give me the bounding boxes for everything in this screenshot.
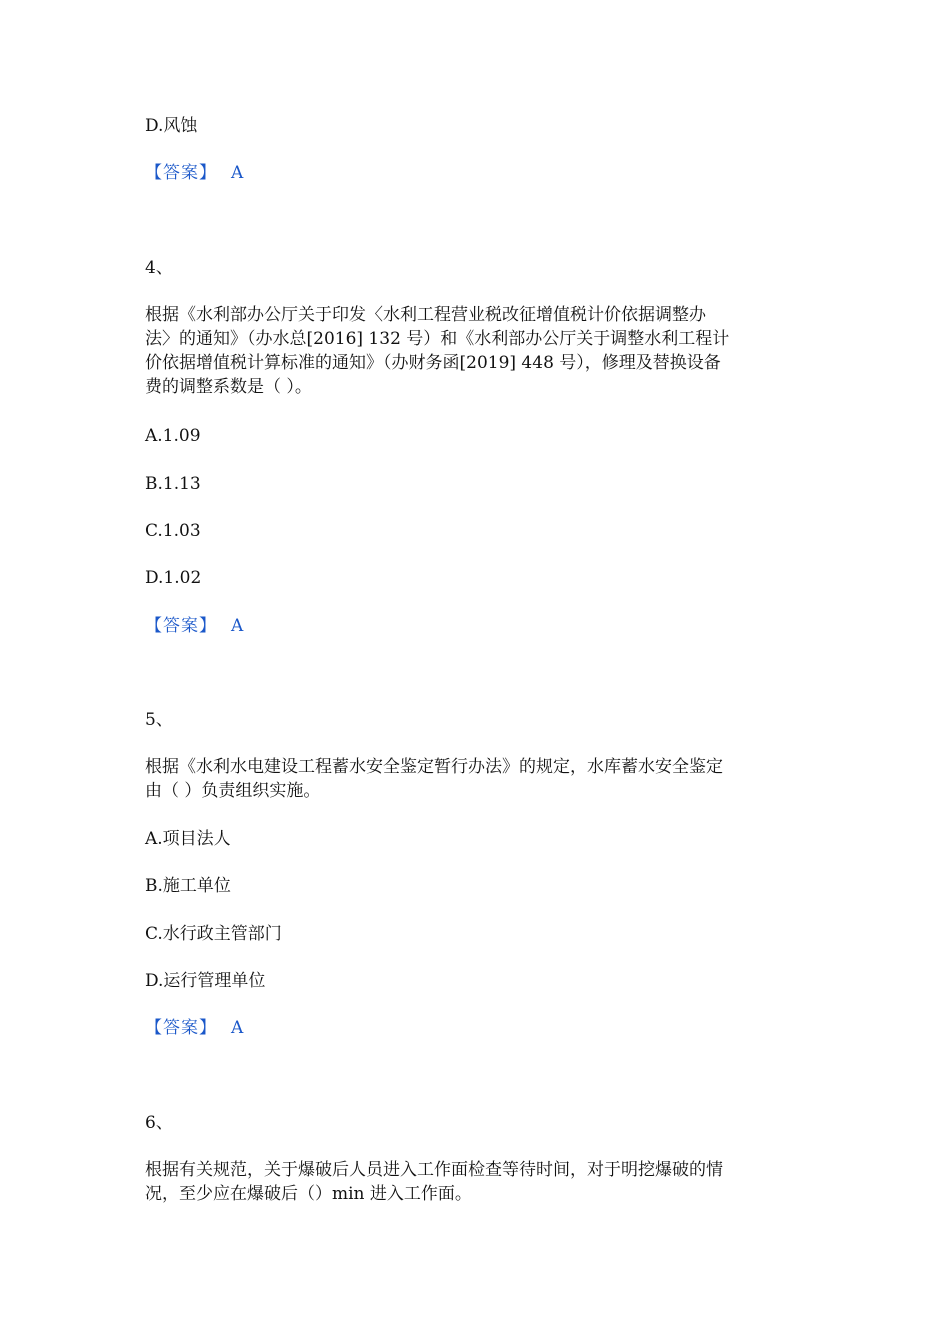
q4-stem — [145, 303, 810, 399]
q3-option-d: D.风蚀 — [145, 116, 198, 136]
q4-option-c: C.1.03 — [145, 521, 201, 541]
q4-stem-line: 价依据增值税计算标准的通知》（办财务函[2019] 448 号），修理及替换设备 — [145, 353, 721, 373]
q5-number: 5、 — [145, 710, 173, 730]
q5-stem — [145, 755, 810, 803]
q6-stem — [145, 1158, 810, 1206]
answer-value: A — [231, 616, 244, 636]
q4-option-a: A.1.09 — [145, 426, 201, 446]
q4-option-d: D.1.02 — [145, 568, 202, 588]
answer-value: A — [231, 163, 244, 183]
q4-stem-line: 根据《水利部办公厅关于印发〈水利工程营业税改征增值税计价依据调整办 — [145, 305, 706, 325]
q4-number: 4、 — [145, 258, 173, 278]
answer-label: 【答案】 — [145, 616, 217, 636]
q5-stem-line: 由（ ）负责组织实施。 — [145, 781, 321, 801]
q4-stem-line: 法〉的通知》（办水总[2016] 132 号）和《水利部办公厅关于调整水利工程计 — [145, 329, 730, 349]
answer-label: 【答案】 — [145, 1018, 217, 1038]
q5-option-d: D.运行管理单位 — [145, 971, 266, 991]
q5-answer — [145, 1016, 243, 1040]
q4-option-b: B.1.13 — [145, 474, 201, 494]
q4-stem-line: 费的调整系数是（ ）。 — [145, 377, 312, 397]
q6-stem-line: 根据有关规范，关于爆破后人员进入工作面检查等待时间，对于明挖爆破的情 — [145, 1160, 723, 1180]
q5-option-b: B.施工单位 — [145, 876, 231, 896]
q5-stem-line: 根据《水利水电建设工程蓄水安全鉴定暂行办法》的规定，水库蓄水安全鉴定 — [145, 757, 723, 777]
q3-answer — [145, 161, 243, 185]
answer-label: 【答案】 — [145, 163, 217, 183]
q6-stem-line: 况，至少应在爆破后（）min 进入工作面。 — [145, 1184, 472, 1204]
answer-value: A — [231, 1018, 244, 1038]
q5-option-c: C.水行政主管部门 — [145, 924, 282, 944]
q4-answer — [145, 614, 243, 638]
q6-number: 6、 — [145, 1113, 173, 1133]
q5-option-a: A.项目法人 — [145, 829, 231, 849]
